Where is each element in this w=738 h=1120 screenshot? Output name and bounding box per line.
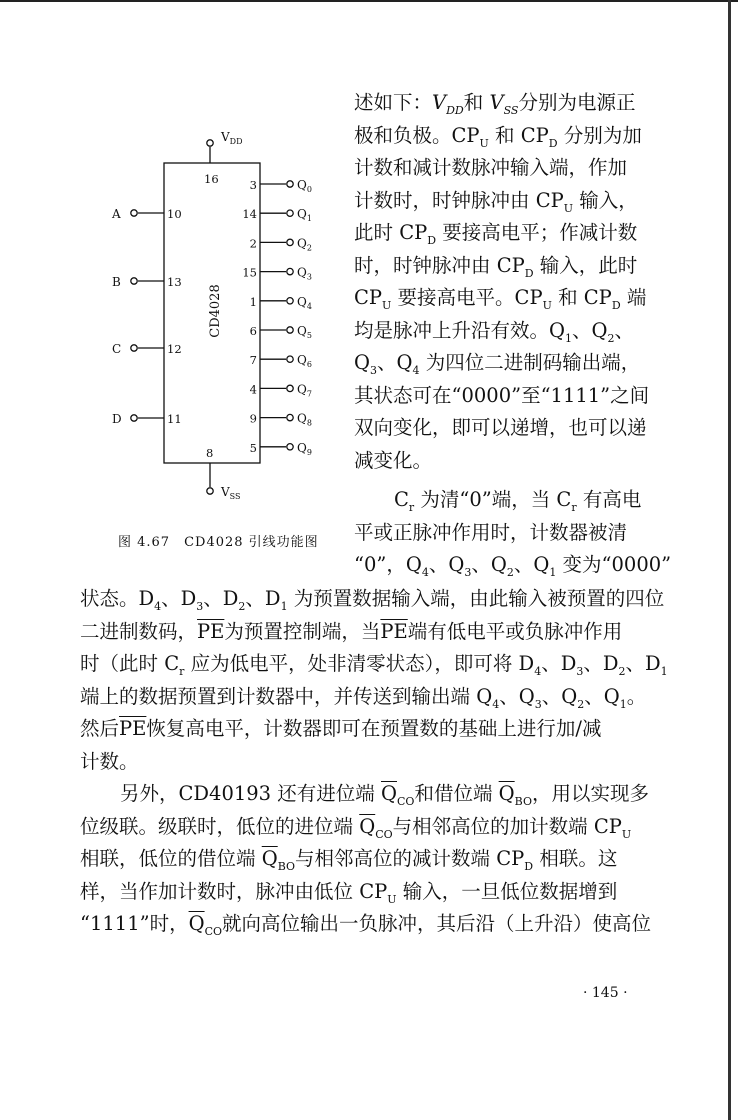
output-pin-q7 bbox=[250, 382, 312, 398]
input-pin-c bbox=[112, 342, 182, 356]
output-pin-number: 14 bbox=[242, 207, 257, 222]
paragraph-pins-description: 述如下：$V_{DD}$和 $V_{SS}$分别为电源正 极和负极。$CP_U$ 和 $CP_D$ 分别为加 计数和减计数脉冲输入端，作加 计数时，时钟脉冲由 $CP_U$ 输入， 此时 $CP_D$ 要接高电平；作减计数 时，时钟脉冲由 $CP_D$ 输入，此时 $CP_U$ 要接高电平。$CP_U$ 和 $CP_D$ 端 均是脉冲上升沿有效。$Q_1$、$Q_2$、 $Q_3$、$Q_4$ 为四位二进制码输出端， 其状态可在“0000”至“1111”之间 双向变化，即可以递增，也可以递 减变化。 bbox=[354, 91, 650, 472]
output-pin-label: $Q_1$ bbox=[297, 207, 312, 224]
output-pin-label: $Q_2$ bbox=[297, 236, 312, 253]
output-pin-label: $Q_6$ bbox=[297, 353, 312, 370]
input-pin-name: A bbox=[112, 207, 121, 221]
input-pin-a bbox=[111, 207, 182, 221]
output-pin-number: 5 bbox=[249, 440, 257, 455]
input-pin-number: 10 bbox=[167, 207, 182, 221]
page-number: · 145 · bbox=[583, 985, 628, 1001]
output-pin-q2 bbox=[250, 236, 312, 252]
output-pin-label: $Q_3$ bbox=[297, 265, 312, 282]
output-pin-q6 bbox=[250, 353, 312, 369]
input-pin-number: 11 bbox=[167, 412, 182, 426]
svg-text:VDD: $V_{DD}$ bbox=[221, 130, 243, 146]
output-pin-q4 bbox=[250, 295, 312, 311]
output-pin-number: 7 bbox=[249, 353, 257, 368]
output-pin-number: 2 bbox=[249, 236, 257, 251]
output-pin-label: $Q_8$ bbox=[297, 411, 312, 428]
output-pin-q0 bbox=[250, 178, 312, 194]
input-pin-name: C bbox=[112, 342, 122, 356]
input-pin-number: 12 bbox=[167, 342, 182, 356]
output-pin-number: 9 bbox=[249, 411, 257, 426]
output-pin-number: 6 bbox=[249, 324, 257, 338]
output-pin-label: $Q_4$ bbox=[297, 294, 312, 311]
output-pin-q9 bbox=[250, 441, 312, 457]
input-pin-b bbox=[112, 275, 182, 289]
output-pin-label: $Q_0$ bbox=[297, 178, 312, 194]
output-pin-q1 bbox=[242, 207, 312, 223]
svg-text:16: 16 bbox=[204, 172, 219, 186]
figure-caption: 图 4.67 CD4028 引线功能图 bbox=[118, 535, 319, 550]
left-pins bbox=[111, 207, 182, 426]
vdd-pin bbox=[204, 130, 243, 186]
input-pin-d bbox=[112, 412, 182, 426]
svg-text:VSS: $V_{SS}$ bbox=[221, 485, 241, 501]
top-border bbox=[0, 0, 738, 2]
paragraph-clear-description: $C_r$ 为清“0”端，当 $C_r$ 有高电 平或正脉冲作用时，计数器被清 “0”，$Q_4$、$Q_3$、$Q_2$、$Q_1$ 变为“0000” bbox=[354, 488, 672, 579]
output-pin-label: $Q_9$ bbox=[297, 440, 312, 457]
output-pin-number: 1 bbox=[249, 294, 257, 309]
output-pin-q5 bbox=[250, 324, 312, 340]
input-pin-number: 13 bbox=[167, 275, 182, 289]
input-pin-name: D bbox=[112, 412, 122, 426]
output-pin-number: 3 bbox=[249, 178, 257, 192]
vss-pin bbox=[206, 446, 241, 501]
output-pin-q3 bbox=[242, 266, 312, 282]
output-pin-q8 bbox=[250, 412, 312, 428]
output-pin-number: 15 bbox=[242, 265, 257, 280]
input-pin-name: B bbox=[112, 275, 121, 289]
chip-label: CD4028 bbox=[208, 284, 223, 338]
right-pins bbox=[242, 178, 312, 457]
right-border bbox=[728, 0, 731, 1120]
cd4028-pin-diagram bbox=[100, 125, 340, 510]
output-pin-label: $Q_5$ bbox=[297, 324, 312, 340]
output-pin-number: 4 bbox=[249, 382, 257, 397]
output-pin-label: $Q_7$ bbox=[297, 382, 312, 399]
paragraph-body: 状态。$D_4$、$D_3$、$D_2$、$D_1$ 为预置数据输入端，由此输入被预置的四位 二进制数码，$\overline{PE}$为预置控制端，当$\overline{PE}$端有低电平或负脉冲作用 时（此时 $C_r$ 应为低电平，处非清零状态），即可将 $D_4$、$D_3$、$D_2$、$D_1$ 端上的数据预置到计数器中，并传送到输出端 $Q_4$、$Q_3$、$Q_2$、$Q_1$。 然后$\overline{PE}$恢复高电平，计数器即可在预置数的基础上进行加/减 计数。 另外，CD40193 还有进位端 $\overline{Q}_{CO}$和借位端 $\overline{Q}_{BO}$，用以实现多 位级联。级联时，低位的进位端 $\overline{Q}_{CO}$与相邻高位的加计数端 $CP_U$ 相联，低位的借位端 $\overline{Q}_{BO}$与相邻高位的减计数端 $CP_D$ 相联。这 样，当作加计数时，脉冲由低位 $CP_U$ 输入，一旦低位数据增到 “1111”时，$\overline{Q}_{CO}$就向高位输出一负脉冲，其后沿（上升沿）使高位 bbox=[80, 587, 668, 938]
svg-text:8: 8 bbox=[206, 446, 214, 460]
